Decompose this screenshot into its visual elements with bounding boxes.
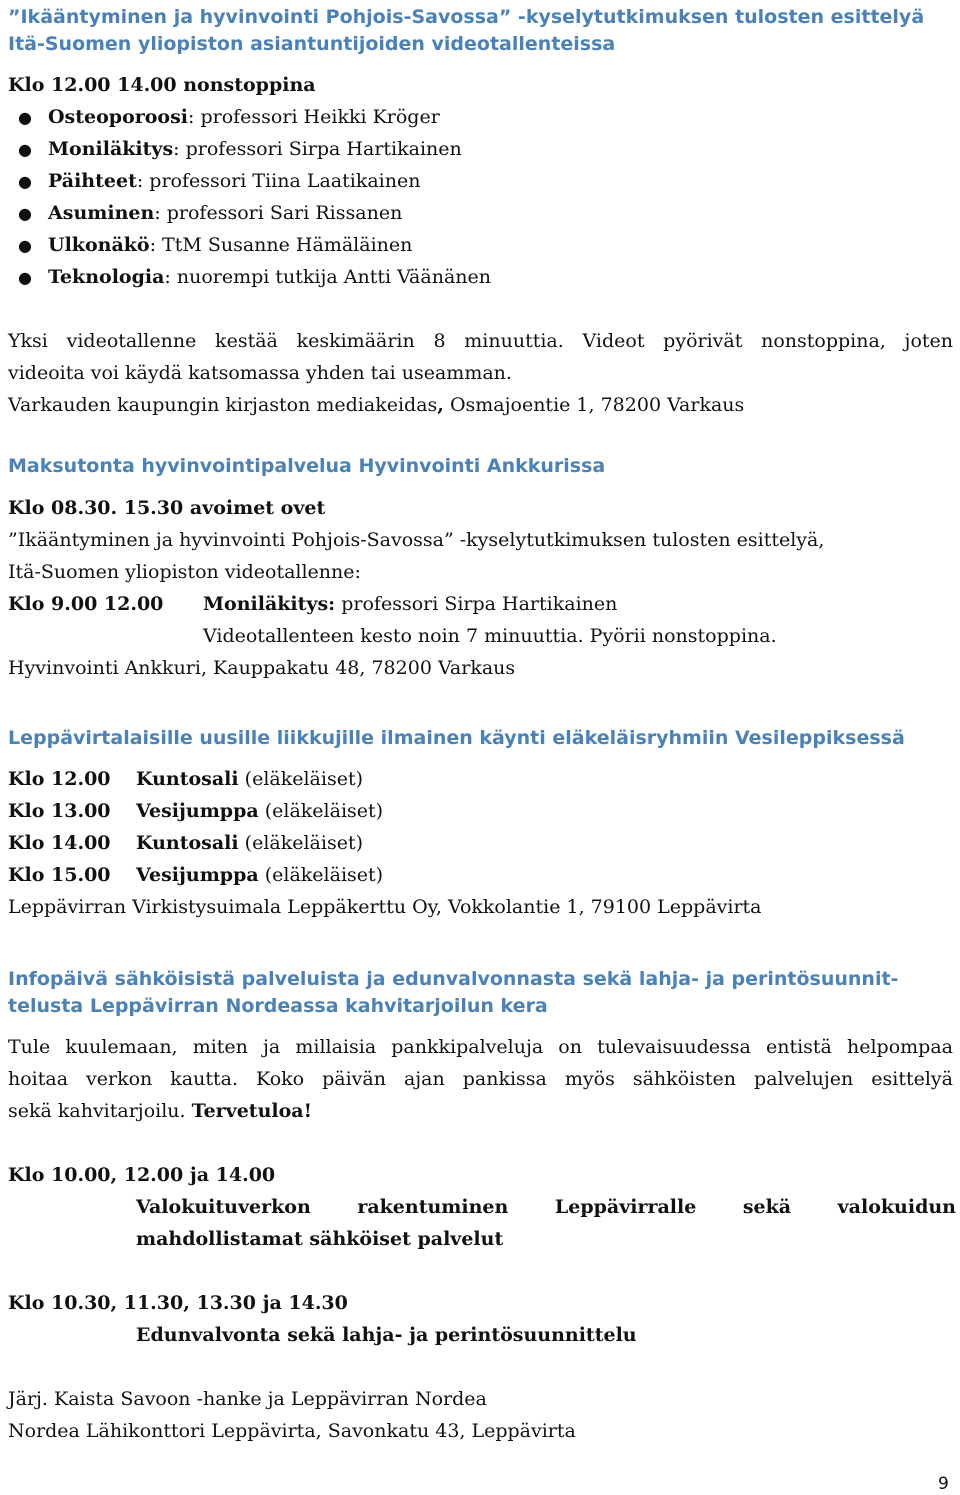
list-item: ● Asuminen: professori Sari Rissanen <box>18 202 403 224</box>
section2-slot: Moniläkitys: professori Sirpa Hartikainen <box>203 593 618 615</box>
section1-paragraph-line2: videoita voi käydä katsomassa yhden tai useamman. <box>8 362 512 384</box>
page-number: 9 <box>938 1474 949 1494</box>
section4-time1: Klo 10.00, 12.00 ja 14.00 <box>8 1164 276 1186</box>
section4-paragraph-line2: hoitaa verkon kautta. Koko päivän ajan pankissa myös sähköisten palvelujen esittelyä <box>8 1068 953 1090</box>
list-item: ● Osteoporoosi: professori Heikki Kröger <box>18 106 440 128</box>
section4-location: Nordea Lähikonttori Leppävirta, Savonkatu 43, Leppävirta <box>8 1420 576 1442</box>
list-item: ● Moniläkitys: professori Sirpa Hartikainen <box>18 138 462 160</box>
bullet-icon: ● <box>18 204 32 223</box>
section4-title-line2: telusta Leppävirran Nordeassa kahvitarjoilun kera <box>8 995 548 1017</box>
section3-location: Leppävirran Virkistysuimala Leppäkerttu Oy, Vokkolantie 1, 79100 Leppävirta <box>8 896 762 918</box>
section2-hours: Klo 08.30. 15.30 avoimet ovet <box>8 497 326 519</box>
section4-title-line1: Infopäivä sähköisistä palveluista ja edunvalvonnasta sekä lahja- ja perintösuunnit- <box>8 968 899 990</box>
section1-title-line2: Itä-Suomen yliopiston asiantuntijoiden videotallenteissa <box>8 33 616 55</box>
section1-paragraph-line1: Yksi videotallenne kestää keskimäärin 8 minuuttia. Videot pyörivät nonstoppina, joten <box>8 330 953 352</box>
section3-title: Leppävirtalaisille uusille liikkujille ilmainen käynti eläkeläisryhmiin Vesileppiksessä <box>8 727 905 749</box>
section4-organizer: Järj. Kaista Savoon -hanke ja Leppävirran Nordea <box>8 1388 487 1410</box>
section2-desc-line2: Itä-Suomen yliopiston videotallenne: <box>8 561 361 583</box>
welcome-text: Tervetuloa! <box>191 1100 312 1122</box>
bullet-icon: ● <box>18 236 32 255</box>
section2-location: Hyvinvointi Ankkuri, Kauppakatu 48, 78200 Varkaus <box>8 657 516 679</box>
bullet-icon: ● <box>18 108 32 127</box>
section4-paragraph-line3: sekä kahvitarjoilu. Tervetuloa! <box>8 1100 312 1122</box>
section2-title: Maksutonta hyvinvointipalvelua Hyvinvointi Ankkurissa <box>8 455 606 477</box>
list-item: ● Päihteet: professori Tiina Laatikainen <box>18 170 421 192</box>
section1-title-line1: ”Ikääntyminen ja hyvinvointi Pohjois-Savossa” -kyselytutkimuksen tulosten esittelyä <box>8 6 925 28</box>
bullet-icon: ● <box>18 172 32 191</box>
section1-time: Klo 12.00 14.00 nonstoppina <box>8 74 316 96</box>
bullet-icon: ● <box>18 140 32 159</box>
schedule-row: Klo 14.00 Kuntosali (eläkeläiset) <box>8 832 364 854</box>
section2-slot-time: Klo 9.00 12.00 <box>8 593 164 615</box>
schedule-row: Klo 13.00 Vesijumppa (eläkeläiset) <box>8 800 384 822</box>
section2-slot-note: Videotallenteen kesto noin 7 minuuttia. Pyörii nonstoppina. <box>203 625 777 647</box>
list-item: ● Ulkonäkö: TtM Susanne Hämäläinen <box>18 234 413 256</box>
section4-talk2: Edunvalvonta sekä lahja- ja perintösuunnittelu <box>136 1324 637 1346</box>
section4-talk1-line2: mahdollistamat sähköiset palvelut <box>136 1228 504 1250</box>
bullet-icon: ● <box>18 268 32 287</box>
section4-time2: Klo 10.30, 11.30, 13.30 ja 14.30 <box>8 1292 348 1314</box>
section4-paragraph-line1: Tule kuulemaan, miten ja millaisia pankkipalveluja on tulevaisuudessa entistä helpompaa <box>8 1036 953 1058</box>
section4-talk1-line1: Valokuituverkon rakentuminen Leppävirralle sekä valokuidun <box>136 1196 956 1218</box>
list-item: ● Teknologia: nuorempi tutkija Antti Väänänen <box>18 266 491 288</box>
section2-desc-line1: ”Ikääntyminen ja hyvinvointi Pohjois-Savossa” -kyselytutkimuksen tulosten esittelyä, <box>8 529 825 551</box>
section1-location: Varkauden kaupungin kirjaston mediakeidas, Osmajoentie 1, 78200 Varkaus <box>8 394 745 416</box>
schedule-row: Klo 12.00 Kuntosali (eläkeläiset) <box>8 768 364 790</box>
schedule-row: Klo 15.00 Vesijumppa (eläkeläiset) <box>8 864 384 886</box>
